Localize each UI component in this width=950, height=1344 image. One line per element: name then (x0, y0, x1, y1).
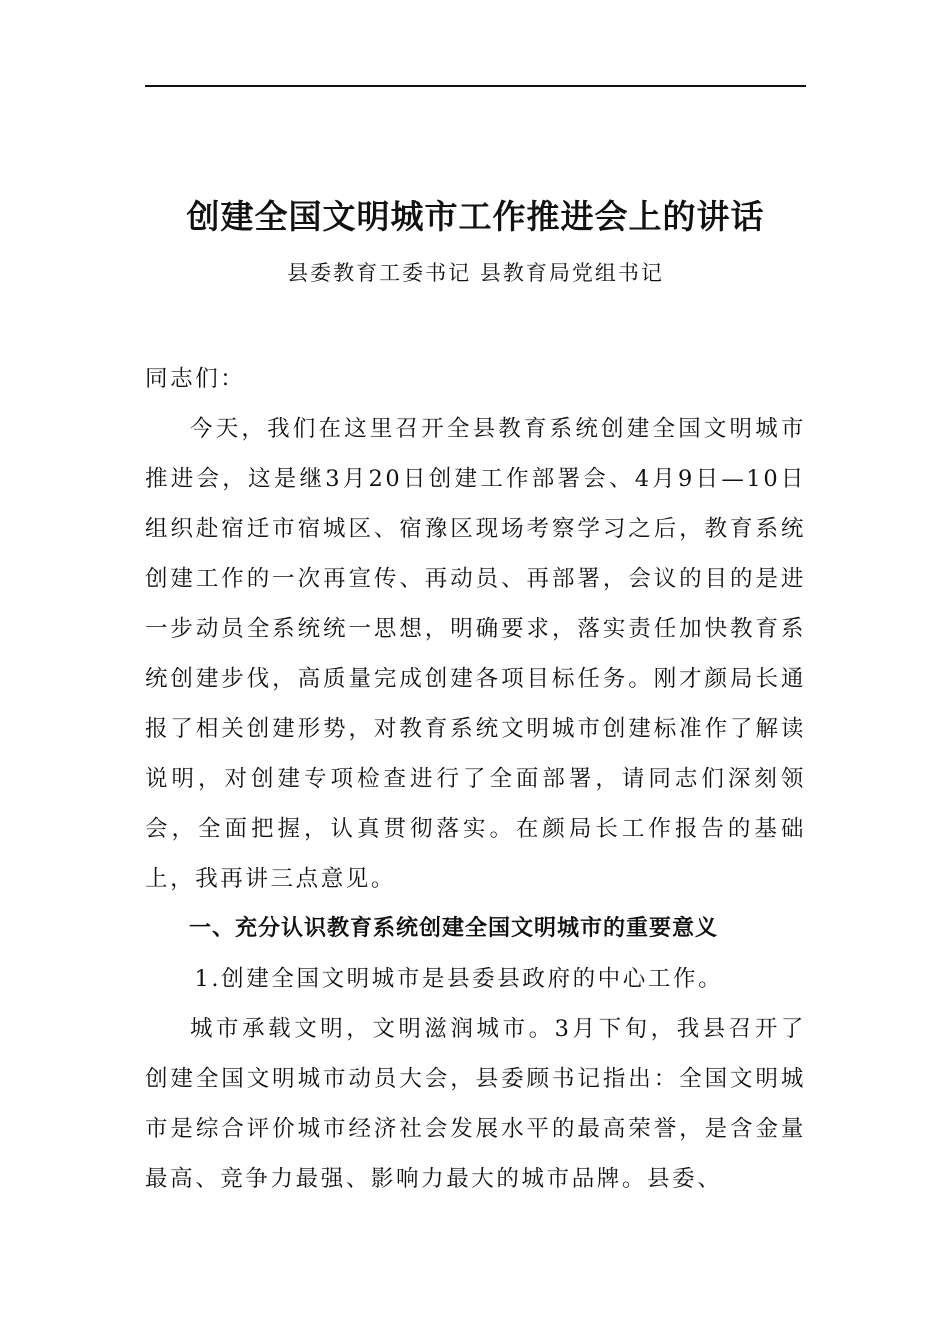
subsection-heading: 1.创建全国文明城市是县委县政府的中心工作。 (194, 966, 724, 992)
document-body (145, 354, 806, 1204)
author-line: 县委教育工委书记 县教育局党组书记 (287, 261, 664, 285)
paragraph: 今天，我们在这里召开全县教育系统创建全国文明城市推进会，这是继3月20日创建工作部署会、4月9日—10日组织赴宿迁市宿城区、宿豫区现场考察学习之后，教育系统创建工作的一次再宣传、再动员、再部署，会议的目的是进一步动员全系统统一思想，明确要求，落实责任加快教育系统创建步伐，高质量完成创建各项目标任务。刚才颜局长通报了相关创建形势，对教育系统文明城市创建标准作了解读说明，对创建专项检查进行了全面部署，请同志们深刻领会，全面把握，认真贯彻落实。在颜局长工作报告的基础上，我再讲三点意见。 (145, 416, 806, 892)
document-title: 创建全国文明城市工作推进会上的讲话 (186, 197, 765, 236)
header-rule (145, 85, 806, 87)
salutation: 同志们： (145, 366, 246, 392)
section-heading: 一、充分认识教育系统创建全国文明城市的重要意义 (189, 916, 719, 941)
paragraph: 城市承载文明，文明滋润城市。3月下旬，我县召开了创建全国文明城市动员大会，县委顾书记指出：全国文明城市是综合评价城市经济社会发展水平的最高荣誉，是含金量最高、竞争力最强、影响力最大的城市品牌。县委、 (145, 1016, 806, 1192)
